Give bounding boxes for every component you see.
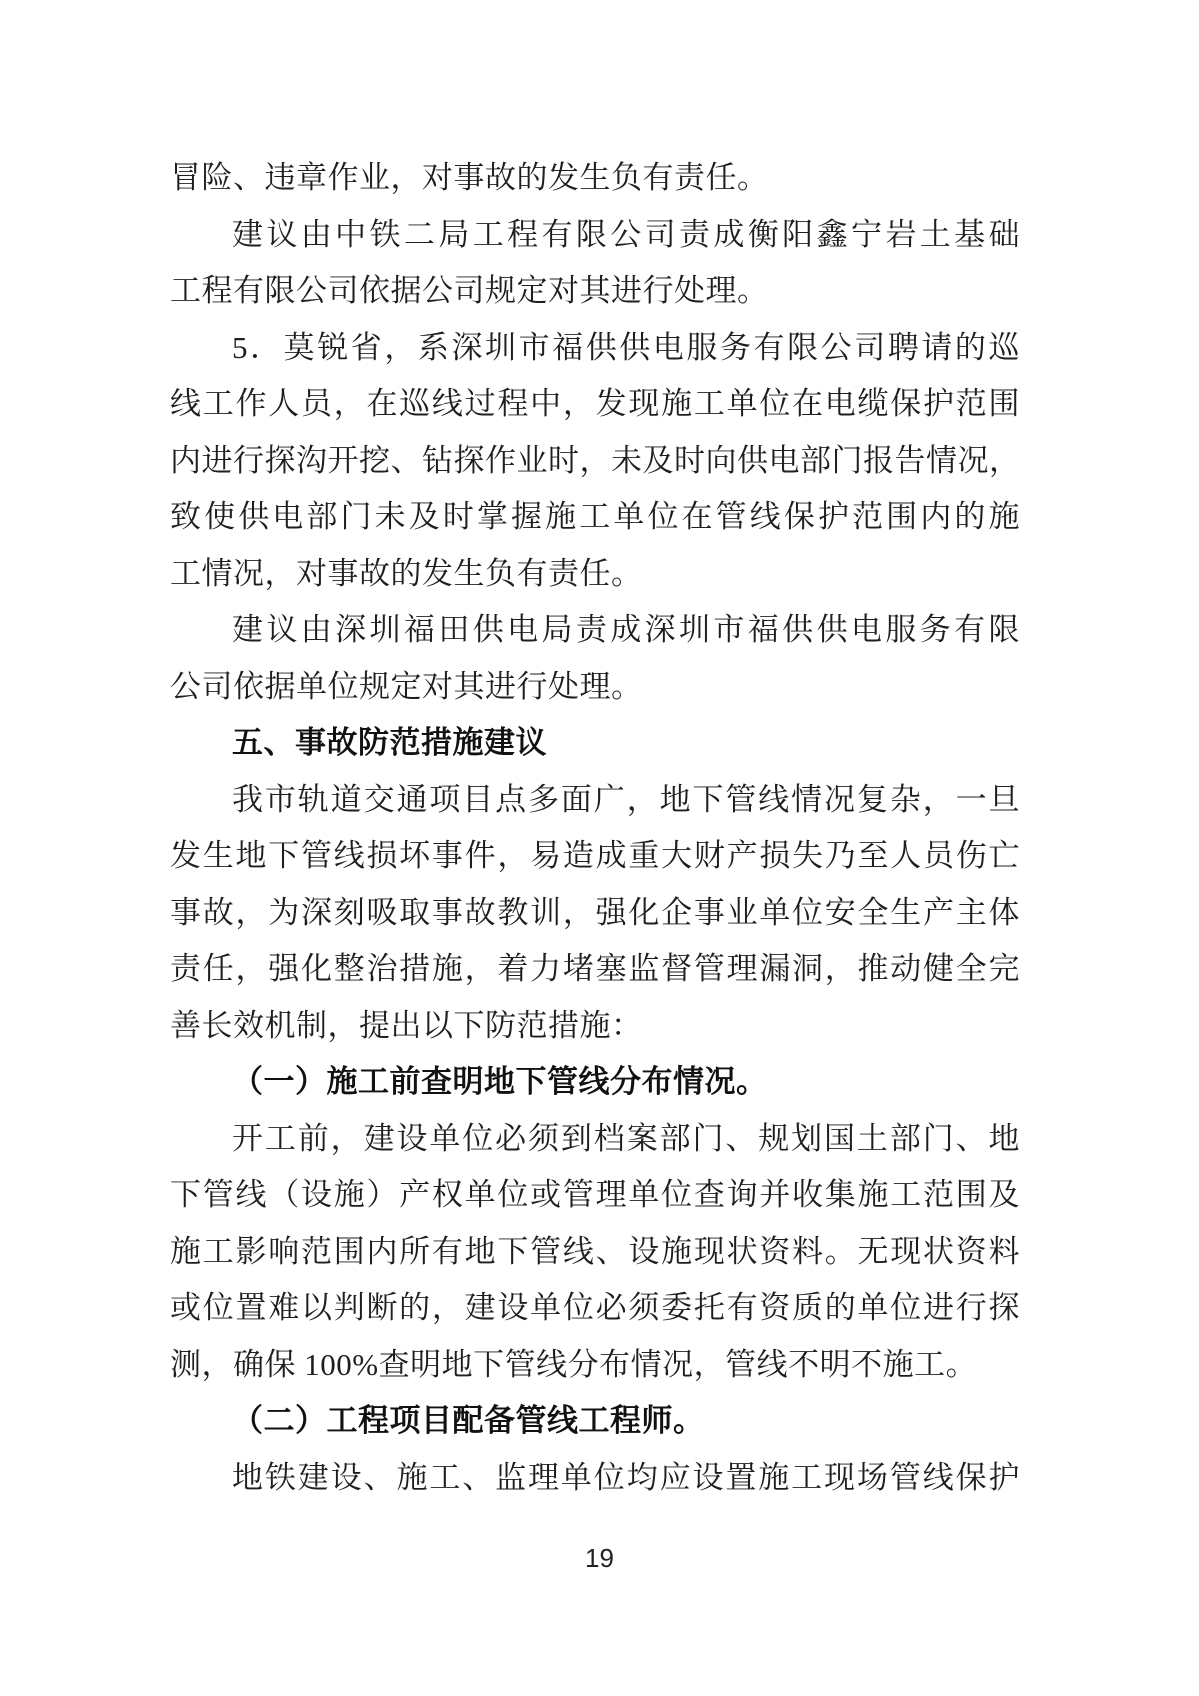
body-text-line: 地铁建设、施工、监理单位均应设置施工现场管线保护 bbox=[232, 1459, 1020, 1495]
body-text-line: 下管线（设施）产权单位或管理单位查询并收集施工范围及 bbox=[170, 1177, 1020, 1212]
section-heading: （一）施工前查明地下管线分布情况。 bbox=[232, 1064, 768, 1099]
body-text-line: 事故，为深刻吸取事故教训，强化企事业单位安全生产主体 bbox=[170, 894, 1020, 930]
body-text-line: 工情况，对事故的发生负有责任。 bbox=[170, 555, 643, 591]
body-text-line: 测，确保 100%查明地下管线分布情况，管线不明不施工。 bbox=[170, 1346, 978, 1382]
section-heading: 五、事故防范措施建议 bbox=[232, 725, 547, 760]
body-text-line: 公司依据单位规定对其进行处理。 bbox=[170, 668, 643, 704]
body-text-line: 致使供电部门未及时掌握施工单位在管线保护范围内的施 bbox=[170, 499, 1020, 534]
body-text-line: 建议由中铁二局工程有限公司责成衡阳鑫宁岩土基础 bbox=[232, 216, 1020, 252]
body-text-line: 工程有限公司依据公司规定对其进行处理。 bbox=[170, 273, 769, 308]
body-text-line: 善长效机制，提出以下防范措施： bbox=[170, 1007, 643, 1043]
body-text-line: 或位置难以判断的，建设单位必须委托有资质的单位进行探 bbox=[170, 1290, 1020, 1325]
body-text-line: 我市轨道交通项目点多面广，地下管线情况复杂，一旦 bbox=[232, 781, 1020, 817]
body-text-line: 责任，强化整治措施，着力堵塞监督管理漏洞，推动健全完 bbox=[170, 951, 1020, 986]
body-text-line: 建议由深圳福田供电局责成深圳市福供供电服务有限 bbox=[232, 612, 1020, 647]
body-text-line: 内进行探沟开挖、钻探作业时，未及时向供电部门报告情况， bbox=[170, 442, 1021, 478]
section-heading: （二）工程项目配备管线工程师。 bbox=[232, 1403, 705, 1438]
body-text-line: 发生地下管线损坏事件，易造成重大财产损失乃至人员伤亡 bbox=[170, 838, 1020, 873]
body-text-line: 冒险、违章作业，对事故的发生负有责任。 bbox=[170, 160, 769, 195]
document-body bbox=[170, 150, 1020, 1506]
body-text-line: 施工影响范围内所有地下管线、设施现状资料。无现状资料 bbox=[170, 1233, 1020, 1269]
page-number: 19 bbox=[585, 1543, 614, 1573]
body-text-line: 5．莫锐省，系深圳市福供供电服务有限公司聘请的巡 bbox=[232, 329, 1020, 365]
body-text-line: 线工作人员，在巡线过程中，发现施工单位在电缆保护范围 bbox=[170, 386, 1020, 421]
body-text-line: 开工前，建设单位必须到档案部门、规划国土部门、地 bbox=[232, 1120, 1020, 1156]
